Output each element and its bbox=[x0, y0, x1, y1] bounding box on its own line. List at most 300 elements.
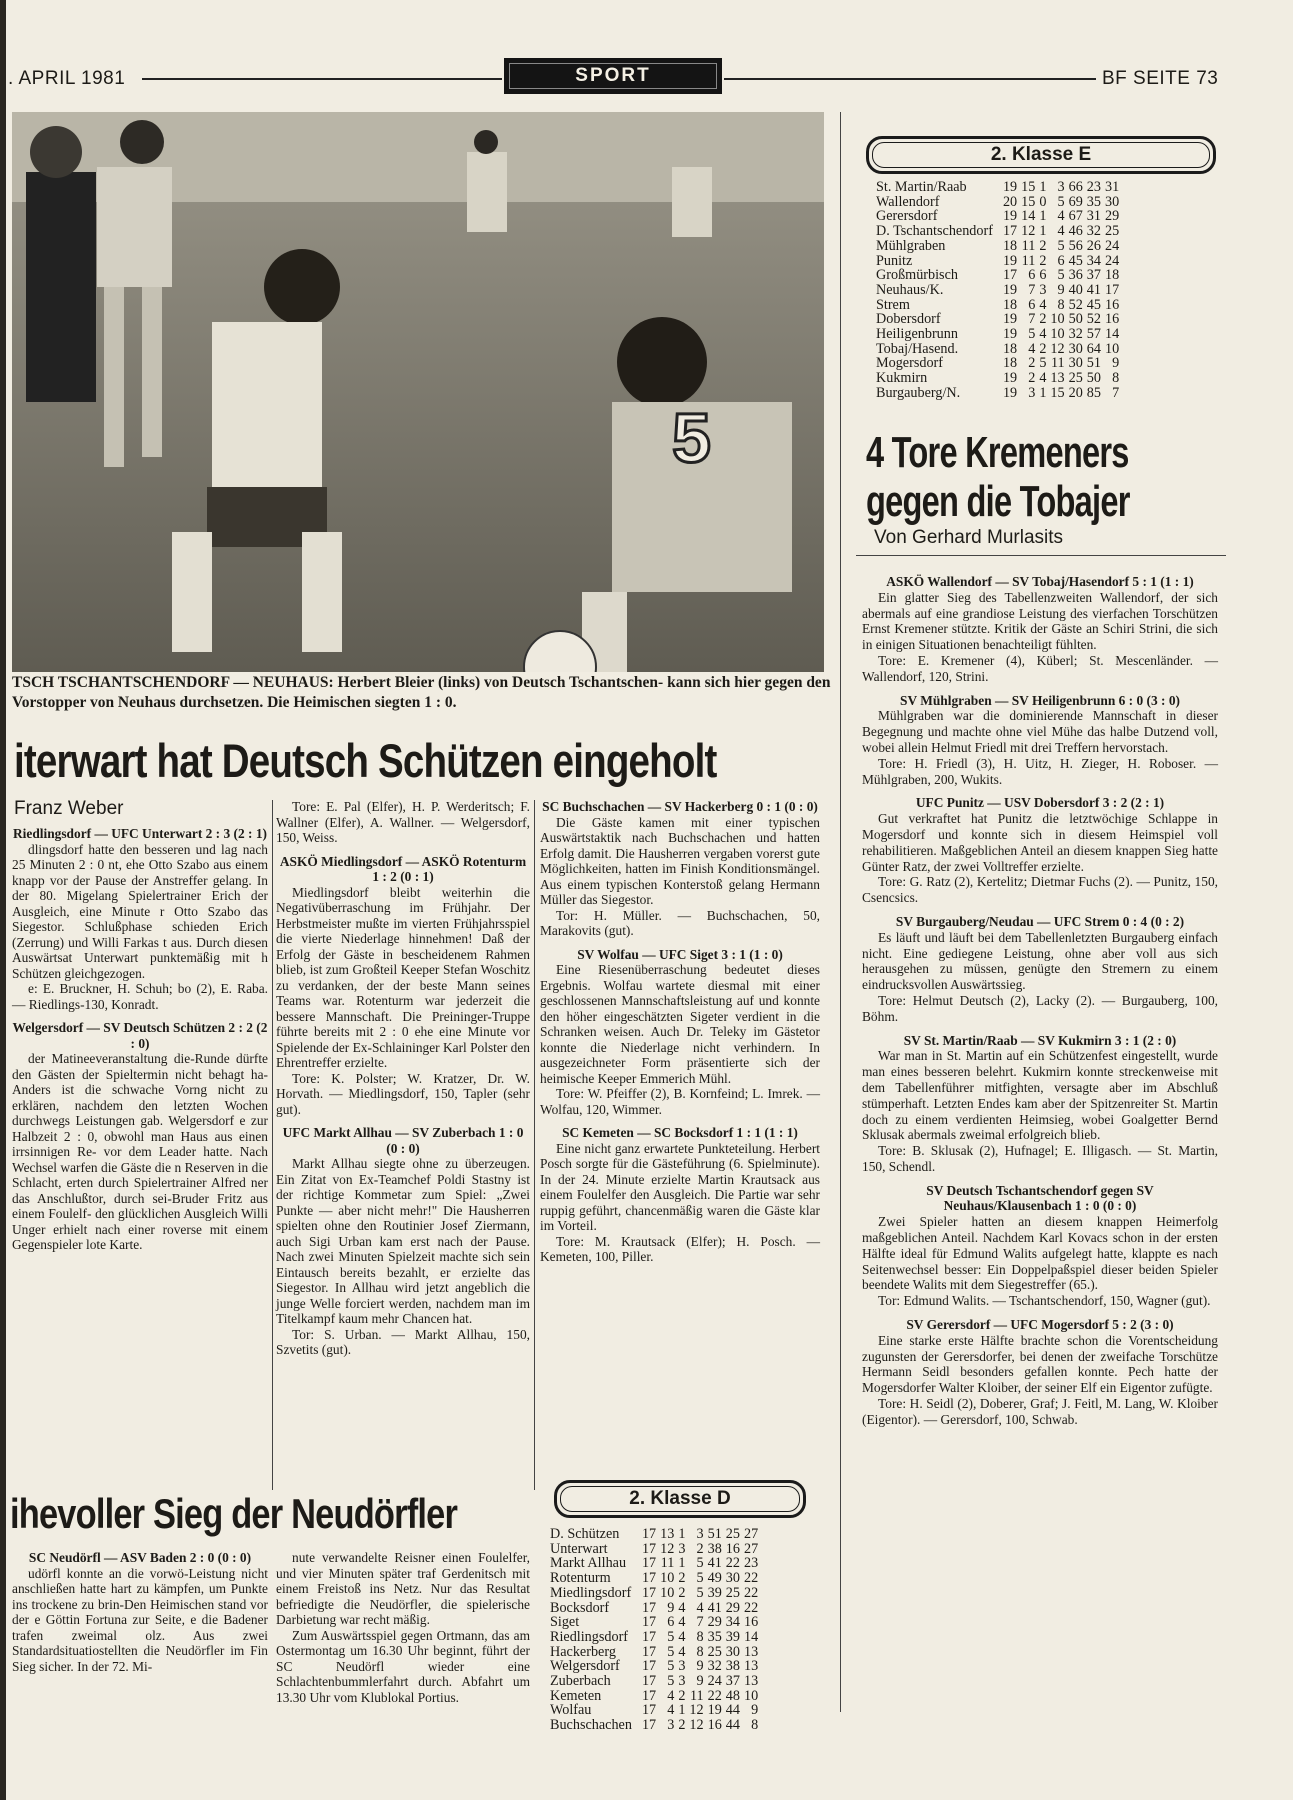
standings-value: 12 bbox=[1021, 223, 1036, 240]
standings-value: 1 bbox=[1039, 179, 1047, 195]
standings-value: 7 bbox=[696, 1614, 704, 1631]
standings-value: 12 bbox=[660, 1540, 675, 1557]
standings-row bbox=[876, 312, 1119, 327]
standings-value: 5 bbox=[667, 1658, 675, 1675]
standings-value: 19 bbox=[1002, 179, 1018, 195]
byline-rule bbox=[856, 555, 1226, 556]
section-label: SPORT bbox=[504, 58, 722, 94]
standings-value: 16 bbox=[1104, 311, 1120, 328]
standings-value: 4 bbox=[667, 1702, 675, 1719]
standings-value: 10 bbox=[1050, 311, 1065, 328]
standings-value: 2 bbox=[1039, 340, 1047, 357]
standings-row bbox=[876, 224, 1119, 239]
standings-value: 41 bbox=[1086, 281, 1101, 298]
standings-value: 3 bbox=[1057, 179, 1065, 195]
standings-value: 5 bbox=[1057, 237, 1065, 254]
standings-value: 1 bbox=[678, 1526, 686, 1542]
match-heading: ASKÖ Wallendorf — SV Tobaj/Hasendorf 5 : 1 (1 : 1) bbox=[886, 574, 1194, 589]
match-heading: SV Wolfau — UFC Siget 3 : 1 (1 : 0) bbox=[577, 946, 783, 962]
standings-row bbox=[876, 209, 1119, 224]
standings-value: 45 bbox=[1086, 296, 1101, 313]
team-name: Miedlingsdorf bbox=[550, 1584, 632, 1601]
standings-value: 34 bbox=[1086, 252, 1101, 269]
standings-value: 24 bbox=[1104, 252, 1120, 269]
standings-value: 18 bbox=[1104, 267, 1120, 284]
standings-value: 13 bbox=[743, 1643, 759, 1660]
issue-date: . APRIL 1981 bbox=[8, 68, 126, 89]
standings-value: 19 bbox=[1002, 370, 1018, 387]
team-name: D. Schützen bbox=[550, 1526, 620, 1542]
match-heading: SC Neudörfl — ASV Baden 2 : 0 (0 : 0) bbox=[28, 1550, 252, 1565]
article2-column1 bbox=[12, 1550, 268, 1674]
standings-value: 12 bbox=[689, 1702, 704, 1719]
standings-value: 2 bbox=[1028, 370, 1036, 387]
standings-value: 16 bbox=[743, 1614, 759, 1631]
standings-row bbox=[550, 1542, 758, 1557]
standings-value: 4 bbox=[678, 1628, 686, 1645]
standings-value: 17 bbox=[641, 1555, 657, 1572]
match-heading: Welgersdorf — SV Deutsch Schützen 2 : 2 (2 : 0) bbox=[12, 1020, 268, 1051]
match-heading: UFC Punitz — USV Dobersdorf 3 : 2 (2 : 1) bbox=[915, 795, 1165, 811]
soccer-photo-illustration bbox=[12, 112, 824, 672]
team-name: Hackerberg bbox=[550, 1643, 616, 1660]
standings-value: 19 bbox=[1002, 252, 1018, 269]
standings-value: 40 bbox=[1068, 281, 1083, 298]
standings-value: 57 bbox=[1086, 326, 1101, 343]
standings-value: 22 bbox=[743, 1570, 759, 1587]
standings-value: 26 bbox=[1086, 237, 1101, 254]
standings-value: 25 bbox=[1068, 370, 1083, 387]
standings-value: 18 bbox=[1002, 355, 1018, 372]
league-d-title: 2. Klasse D bbox=[554, 1480, 806, 1518]
team-name: Kemeten bbox=[550, 1687, 602, 1704]
match-heading: SV Burgauberg/Neudau — UFC Strem 0 : 4 (0 : 2) bbox=[895, 913, 1185, 929]
standings-value: 31 bbox=[1086, 208, 1101, 225]
standings-value: 37 bbox=[725, 1673, 740, 1690]
standings-value: 17 bbox=[641, 1717, 657, 1734]
standings-row bbox=[876, 268, 1119, 283]
standings-value: 22 bbox=[743, 1584, 759, 1601]
standings-row bbox=[876, 254, 1119, 269]
match-heading: SV Deutsch Tschantschendorf gegen SV Neuhaus/Klausenbach 1 : 0 (0 : 0) bbox=[926, 1182, 1154, 1214]
article1-column1 bbox=[12, 826, 268, 1253]
standings-value: 13 bbox=[743, 1673, 759, 1690]
standings-value: 50 bbox=[1086, 370, 1101, 387]
standings-value: 39 bbox=[725, 1628, 740, 1645]
standings-value: 4 bbox=[678, 1643, 686, 1660]
standings-value: 35 bbox=[707, 1628, 722, 1645]
team-name: Riedlingsdorf bbox=[550, 1628, 629, 1645]
standings-value: 31 bbox=[1104, 179, 1120, 195]
standings-value: 17 bbox=[641, 1526, 657, 1542]
standings-value: 10 bbox=[1104, 340, 1120, 357]
standings-value: 14 bbox=[743, 1628, 759, 1645]
standings-value: 30 bbox=[1068, 340, 1083, 357]
team-name: D. Tschantschendorf bbox=[876, 223, 993, 240]
standings-value: 17 bbox=[641, 1540, 657, 1557]
match-report: udörfl konnte an die vorwö-Leistung nicht anschließen hatte hart zu kämpfen, um Punkte ins trockene zu brin-Den Heimischen stand vor der e Göttin Fortuna zur Seite, e die Badener trafen zweimal olz. Aus zwei Standardsituatiostellten die Neudörfler im Fin Sieg sicher. In der 72. Mi- bbox=[12, 1565, 268, 1674]
match-report: Miedlingsdorf bleibt weiterhin die Negativüberraschung im Frühjahr. Der Herbstmeister mußte im vierten Frühjahrsspiel die vierte Niederlage hinnehmen! Daß der Erfolg der Gäste in bescheidenem Rahmen blieb, ist zum Großteil Keeper Stefan Woschitz zu verdanken, der der beste Mann seines Teams war. Rotenturm war jederzeit die bessere Mannschaft. Die Preininger-Truppe führte bereits mit 2 : 0 ehe eine Minute vor Spielende der Ex-Schlaininger Karl Polster den Ehrentreffer erzielte. bbox=[276, 884, 530, 1070]
standings-value: 52 bbox=[1086, 311, 1101, 328]
team-name: Rotenturm bbox=[550, 1570, 611, 1587]
standings-row bbox=[550, 1659, 758, 1674]
standings-value: 9 bbox=[751, 1702, 759, 1719]
article1-column2 bbox=[276, 799, 530, 1358]
standings-value: 13 bbox=[660, 1526, 675, 1542]
league-d-standings bbox=[550, 1527, 758, 1733]
standings-value: 2 bbox=[696, 1540, 704, 1557]
standings-value: 9 bbox=[1112, 355, 1120, 372]
standings-value: 39 bbox=[707, 1584, 722, 1601]
standings-row bbox=[876, 386, 1119, 401]
standings-value: 11 bbox=[689, 1687, 704, 1704]
standings-value: 14 bbox=[1021, 208, 1036, 225]
standings-value: 2 bbox=[678, 1717, 686, 1734]
standings-value: 2 bbox=[1039, 252, 1047, 269]
standings-value: 25 bbox=[707, 1643, 722, 1660]
standings-value: 67 bbox=[1068, 208, 1083, 225]
standings-value: 13 bbox=[743, 1658, 759, 1675]
standings-value: 5 bbox=[696, 1555, 704, 1572]
page-number: BF SEITE 73 bbox=[1102, 68, 1219, 89]
standings-value: 49 bbox=[707, 1570, 722, 1587]
team-name: Buchschachen bbox=[550, 1717, 632, 1734]
standings-value: 32 bbox=[1068, 326, 1083, 343]
standings-row bbox=[550, 1674, 758, 1689]
standings-value: 5 bbox=[1057, 193, 1065, 210]
standings-value: 22 bbox=[743, 1599, 759, 1616]
scan-edge bbox=[0, 0, 6, 1800]
team-name: St. Martin/Raab bbox=[876, 179, 967, 195]
standings-value: 17 bbox=[641, 1570, 657, 1587]
match-report: Es läuft und läuft bei dem Tabellenletzten Burgauberg einfach nicht. Eine gediegene Leistung, ohne aber voll aus sich herausgehen zu müssen, genügte den Stremern zu einem eindrucksvollen Auswärtssieg. bbox=[862, 929, 1218, 993]
match-heading: SC Kemeten — SC Bocksdorf 1 : 1 (1 : 1) bbox=[562, 1125, 798, 1140]
league-e-standings bbox=[876, 180, 1119, 401]
standings-value: 17 bbox=[641, 1687, 657, 1704]
standings-value: 5 bbox=[1057, 267, 1065, 284]
standings-value: 22 bbox=[725, 1555, 740, 1572]
standings-value: 9 bbox=[667, 1599, 675, 1616]
standings-value: 18 bbox=[1002, 340, 1018, 357]
standings-row bbox=[550, 1718, 758, 1733]
standings-value: 4 bbox=[1057, 208, 1065, 225]
standings-value: 25 bbox=[725, 1584, 740, 1601]
standings-value: 1 bbox=[678, 1555, 686, 1572]
standings-value: 44 bbox=[725, 1702, 740, 1719]
standings-value: 23 bbox=[743, 1555, 759, 1572]
standings-value: 19 bbox=[1002, 326, 1018, 343]
standings-value: 17 bbox=[641, 1614, 657, 1631]
standings-value: 4 bbox=[1039, 296, 1047, 313]
standings-row bbox=[550, 1586, 758, 1601]
standings-value: 32 bbox=[1086, 223, 1101, 240]
standings-row bbox=[550, 1703, 758, 1718]
team-name: Wallendorf bbox=[876, 193, 940, 210]
standings-value: 2 bbox=[678, 1687, 686, 1704]
headline-kremeners: 4 Tore Kremeners bbox=[866, 428, 1129, 477]
svg-text:5: 5 bbox=[672, 399, 711, 477]
standings-value: 11 bbox=[1050, 355, 1065, 372]
team-name: Strem bbox=[876, 296, 910, 313]
column-divider bbox=[534, 800, 535, 1490]
standings-value: 20 bbox=[1068, 384, 1083, 401]
header-rule-left bbox=[142, 78, 502, 80]
standings-value: 20 bbox=[1002, 193, 1018, 210]
standings-value: 23 bbox=[1086, 179, 1101, 195]
match-scorers: Tore: K. Polster; W. Kratzer, Dr. W. Horvath. — Miedlingsdorf, 150, Tapler (sehr gut). bbox=[276, 1070, 530, 1117]
standings-value: 15 bbox=[1050, 384, 1065, 401]
standings-value: 1 bbox=[1039, 223, 1047, 240]
standings-row bbox=[876, 180, 1119, 195]
standings-value: 4 bbox=[678, 1614, 686, 1631]
right-column-divider bbox=[840, 112, 841, 1712]
standings-value: 46 bbox=[1068, 223, 1083, 240]
match-photo bbox=[12, 112, 824, 672]
match-report: Eine Riesenüberraschung bedeutet dieses Ergebnis. Wolfau wartete diesmal mit einer geschlossenen Mannschaftsleistung auf und konnte den höher eingeschätzten Sigeter verdient in die Schranken weisen. Auch Dr. Teleky im Gästetor konnte die Niederlage nicht verhindern. In ausgezeichneter Form präsentierte sich der heimische Keeper Emmerich Mühl. bbox=[540, 962, 820, 1086]
standings-value: 15 bbox=[1021, 179, 1036, 195]
standings-value: 6 bbox=[1057, 252, 1065, 269]
standings-value: 0 bbox=[1039, 193, 1047, 210]
match-report: nute verwandelte Reisner einen Foulelfer, und vier Minuten später traf Gerdenitsch mit einem Freistoß ins Netz. Nur das Resultat befriedigte die Neudörfler, die spielerische Darbietung war recht mäßig. bbox=[276, 1550, 530, 1627]
standings-value: 3 bbox=[678, 1658, 686, 1675]
standings-value: 17 bbox=[641, 1673, 657, 1690]
standings-value: 17 bbox=[641, 1702, 657, 1719]
standings-value: 8 bbox=[751, 1717, 759, 1734]
standings-value: 37 bbox=[1086, 267, 1101, 284]
standings-value: 8 bbox=[1112, 370, 1120, 387]
standings-value: 3 bbox=[678, 1540, 686, 1557]
photo-caption: TSCH TSCHANTSCHENDORF — NEUHAUS: Herbert Bleier (links) von Deutsch Tschantschen- kann sich hier gegen den Vorstopper von Neuhaus durchsetzen. Die Heimischen siegten 1 : 0. bbox=[12, 674, 831, 711]
match-heading: ASKÖ Miedlingsdorf — ASKÖ Rotenturm 1 : 2 (0 : 1) bbox=[279, 853, 527, 884]
standings-row bbox=[550, 1601, 758, 1616]
team-name: Burgauberg/N. bbox=[876, 384, 961, 401]
standings-value: 10 bbox=[660, 1570, 675, 1587]
match-scorers: Tore: E. Kremener (4), Küberl; St. Mescenländer. — Wallendorf, 120, Strini. bbox=[862, 652, 1218, 684]
standings-value: 4 bbox=[1057, 223, 1065, 240]
match-scorers: Tore: H. Friedl (3), H. Uitz, H. Zieger, H. Roboser. — Mühlgraben, 200, Wukits. bbox=[862, 755, 1218, 787]
headline-neudoerfler: ihevoller Sieg der Neudörfler bbox=[10, 1490, 458, 1537]
headline-unterwart: iterwart hat Deutsch Schützen eingeholt bbox=[14, 734, 717, 787]
standings-value: 17 bbox=[641, 1584, 657, 1601]
standings-row bbox=[876, 356, 1119, 371]
match-heading: SC Buchschachen — SV Hackerberg 0 : 1 (0 : 0) bbox=[542, 799, 818, 814]
standings-value: 27 bbox=[743, 1526, 759, 1542]
standings-value: 30 bbox=[725, 1570, 740, 1587]
standings-value: 19 bbox=[1002, 208, 1018, 225]
standings-value: 38 bbox=[725, 1658, 740, 1675]
standings-value: 12 bbox=[1050, 340, 1065, 357]
standings-value: 9 bbox=[1057, 281, 1065, 298]
standings-value: 30 bbox=[1068, 355, 1083, 372]
standings-value: 48 bbox=[725, 1687, 740, 1704]
standings-value: 4 bbox=[1028, 340, 1036, 357]
team-name: Neuhaus/K. bbox=[876, 281, 944, 298]
standings-value: 4 bbox=[696, 1599, 704, 1616]
match-scorers: Tor: S. Urban. — Markt Allhau, 150, Szvetits (gut). bbox=[276, 1326, 530, 1357]
standings-value: 3 bbox=[1039, 281, 1047, 298]
standings-value: 8 bbox=[1057, 296, 1065, 313]
standings-value: 51 bbox=[707, 1526, 722, 1542]
team-name: Tobaj/Hasend. bbox=[876, 340, 959, 357]
team-name: Markt Allhau bbox=[550, 1555, 627, 1572]
match-report: Eine nicht ganz erwartete Punkteteilung. Herbert Posch sorgte für die Gästeführung (6. Spielminute). In der 24. Minute erzielte Martin Krautsack aus einem Foulelfer den Ausgleich. Die Partie war sehr ruppig geführt, chancenmäßig waren die Gäste klar im Vorteil. bbox=[540, 1140, 820, 1233]
byline-franz-weber: Franz Weber bbox=[14, 798, 124, 819]
standings-row bbox=[876, 239, 1119, 254]
team-name: Kukmirn bbox=[876, 370, 928, 387]
standings-value: 25 bbox=[1104, 223, 1120, 240]
match-report: Gut verkraftet hat Punitz die letztwöchige Schlappe in Mogersdorf und konnte sich in diesem Heimspiel voll rehabilitieren. Maßgeblichen Anteil an diesem knappen Sieg hatte Günter Ratz, der zwei Volltreffer erzielte. bbox=[862, 811, 1218, 874]
standings-value: 19 bbox=[1002, 281, 1018, 298]
standings-value: 17 bbox=[1002, 267, 1018, 284]
league-e-title: 2. Klasse E bbox=[866, 136, 1216, 174]
standings-value: 13 bbox=[1050, 370, 1065, 387]
team-name: Welgersdorf bbox=[550, 1658, 620, 1675]
standings-row bbox=[876, 195, 1119, 210]
standings-value: 24 bbox=[707, 1673, 722, 1690]
standings-value: 38 bbox=[707, 1540, 722, 1557]
standings-value: 29 bbox=[725, 1599, 740, 1616]
match-heading: SV St. Martin/Raab — SV Kukmirn 3 : 1 (2 : 0) bbox=[903, 1032, 1177, 1048]
standings-value: 4 bbox=[667, 1687, 675, 1704]
article1-column3 bbox=[540, 799, 820, 1265]
header-rule-right bbox=[724, 78, 1096, 80]
match-heading: SV Gerersdorf — UFC Mogersdorf 5 : 2 (3 : 0) bbox=[906, 1317, 1174, 1333]
standings-value: 10 bbox=[1050, 326, 1065, 343]
standings-value: 12 bbox=[689, 1717, 704, 1734]
standings-value: 5 bbox=[696, 1584, 704, 1601]
standings-value: 5 bbox=[696, 1570, 704, 1587]
team-name: Dobersdorf bbox=[876, 311, 941, 328]
match-scorers: e: E. Bruckner, H. Schuh; bo (2), E. Raba. — Riedlings-130, Konradt. bbox=[12, 981, 268, 1012]
standings-value: 8 bbox=[696, 1643, 704, 1660]
match-report: Markt Allhau siegte ohne zu überzeugen. Ein Zitat von Ex-Teamchef Poldi Stastny ist der richtige Kommetar zum Spiel: „Zwei Punkte — aber nicht mehr!" Die Hausherren spielten ohne den Routinier Josef Ziermann, auch Sigi Urban kam erst nach der Pause. Nach zwei Minuten Spielzeit machte sich sein Eintausch bereits bezahlt, er erzielte das Siegestor. In Allhau wird jetzt angeblich die junge Welle forciert werden, nachdem man im Titelkampf kaum mehr Chancen hat. bbox=[276, 1156, 530, 1326]
standings-value: 4 bbox=[678, 1599, 686, 1616]
standings-row bbox=[550, 1689, 758, 1704]
standings-value: 66 bbox=[1068, 179, 1083, 195]
standings-value: 7 bbox=[1028, 311, 1036, 328]
standings-value: 19 bbox=[1002, 311, 1018, 328]
standings-value: 19 bbox=[1002, 384, 1018, 401]
standings-value: 24 bbox=[1104, 237, 1120, 254]
match-scorers: Tore: B. Sklusak (2), Hufnagel; E. Illigasch. — St. Martin, 150, Schendl. bbox=[862, 1143, 1218, 1174]
match-report: Zwei Spieler hatten an diesem knappen Heimerfolg maßgeblichen Anteil. Nachdem Karl Kovacs schon in der ersten Hälfte ideal für Edmund Walits aufgelegt hatte, klappte es nach Seitenwechsel besser: Ein Doppelpaßspiel dieser beiden Spieler beendete Walits mit dem Siegestreffer (65.). bbox=[862, 1214, 1218, 1293]
standings-value: 17 bbox=[641, 1643, 657, 1660]
match-scorers: Tore: W. Pfeiffer (2), B. Kornfeind; L. Imrek. — Wolfau, 120, Wimmer. bbox=[540, 1086, 820, 1117]
match-scorers: Tore: E. Pal (Elfer), H. P. Werderitsch; F. Wallner (Elfer), A. Wallner. — Welgersdorf, 150, Weiss. bbox=[276, 799, 530, 845]
article3-body bbox=[862, 574, 1218, 1428]
match-scorers: Tor: Edmund Walits. — Tschantschendorf, 150, Wagner (gut). bbox=[878, 1293, 1211, 1309]
standings-value: 2 bbox=[678, 1570, 686, 1587]
standings-value: 17 bbox=[641, 1599, 657, 1616]
standings-value: 10 bbox=[660, 1584, 675, 1601]
standings-row bbox=[550, 1527, 758, 1542]
match-heading: Riedlingsdorf — UFC Unterwart 2 : 3 (2 : 1) bbox=[12, 826, 267, 841]
standings-value: 51 bbox=[1086, 355, 1101, 372]
standings-value: 9 bbox=[696, 1658, 704, 1675]
team-name: Gerersdorf bbox=[876, 208, 938, 225]
standings-value: 50 bbox=[1068, 311, 1083, 328]
team-name: Wolfau bbox=[550, 1702, 592, 1719]
standings-row bbox=[876, 342, 1119, 357]
match-scorers: Tore: Helmut Deutsch (2), Lacky (2). — Burgauberg, 100, Böhm. bbox=[862, 992, 1218, 1024]
headline-tobajer: gegen die Tobajer bbox=[866, 477, 1130, 526]
standings-value: 17 bbox=[641, 1658, 657, 1675]
team-name: Großmürbisch bbox=[876, 267, 958, 284]
standings-value: 3 bbox=[696, 1526, 704, 1542]
standings-value: 45 bbox=[1068, 252, 1083, 269]
standings-value: 30 bbox=[725, 1643, 740, 1660]
standings-row bbox=[876, 327, 1119, 342]
standings-value: 2 bbox=[1039, 237, 1047, 254]
standings-value: 7 bbox=[1028, 281, 1036, 298]
match-report: Zum Auswärtsspiel gegen Ortmann, das am Ostermontag um 16.30 Uhr beginnt, führt der SC Neudörfl wieder eine Schlachtenbummlerfahrt durch. Abfahrt um 13.30 Uhr vom Klublokal Portius. bbox=[276, 1627, 530, 1705]
standings-value: 6 bbox=[1039, 267, 1047, 284]
standings-value: 2 bbox=[678, 1584, 686, 1601]
standings-value: 29 bbox=[707, 1614, 722, 1631]
standings-value: 19 bbox=[707, 1702, 722, 1719]
article2-column2 bbox=[276, 1550, 530, 1705]
standings-value: 6 bbox=[1028, 296, 1036, 313]
standings-value: 5 bbox=[1039, 355, 1047, 372]
standings-value: 17 bbox=[641, 1628, 657, 1645]
standings-value: 44 bbox=[725, 1717, 740, 1734]
match-report: Mühlgraben war die dominierende Mannschaft in dieser Begegnung und machte ohne viel Mühe das halbe Dutzend voll, wobei allein Helmut Friedl mit drei Treffern hervorstach. bbox=[862, 708, 1218, 755]
standings-value: 1 bbox=[1039, 384, 1047, 401]
standings-value: 10 bbox=[743, 1687, 759, 1704]
standings-value: 64 bbox=[1086, 340, 1101, 357]
match-scorers: Tor: H. Müller. — Buchschachen, 50, Marakovits (gut). bbox=[540, 907, 820, 938]
standings-value: 35 bbox=[1086, 193, 1101, 210]
standings-value: 5 bbox=[1028, 326, 1036, 343]
match-report: Ein glatter Sieg des Tabellenzweiten Wallendorf, der sich abermals auf eine grandiose Leistung des vierfachen Torschützen Ernst Kremener stützte. Kritik der Gäste an Schiri Strini, die sich in einigen Situationen benachteiligt fühlten. bbox=[862, 589, 1218, 653]
standings-value: 32 bbox=[707, 1658, 722, 1675]
standings-value: 30 bbox=[1104, 193, 1120, 210]
standings-value: 5 bbox=[667, 1628, 675, 1645]
team-name: Mühlgraben bbox=[876, 237, 946, 254]
standings-value: 2 bbox=[1039, 311, 1047, 328]
match-report: Eine starke erste Hälfte brachte schon die Vorentscheidung zugunsten der Gerersdorfer, bei denen der zweifache Torschütze Hermann Seidl besonders gefallen konnte. Pech hatte der Mogersdorfer Walter Kloiber, der seiner Elf ein Eigentor zufügte. bbox=[862, 1332, 1218, 1396]
standings-value: 6 bbox=[1028, 267, 1036, 284]
standings-value: 69 bbox=[1068, 193, 1083, 210]
match-report: War man in St. Martin auf ein Schützenfest eingestellt, wurde man eines besseren belehrt. Kukmirn konnte streckenweise mit dem Tabellenführer mitfighten, versagte aber im Abschluß stümperhaft. Letzten Endes kam aber der Spitzenreiter St. Martin doch zu einem verdienten Heimsieg, wobei Goalgetter Bernd Sklusak abermals zweimal erfolgreich blieb. bbox=[862, 1048, 1218, 1143]
standings-row bbox=[550, 1571, 758, 1586]
match-heading: SV Mühlgraben — SV Heiligenbrunn 6 : 0 (3 : 0) bbox=[900, 692, 1180, 708]
standings-value: 36 bbox=[1068, 267, 1083, 284]
standings-row bbox=[876, 371, 1119, 386]
standings-value: 29 bbox=[1104, 208, 1120, 225]
byline-murlasits: Von Gerhard Murlasits bbox=[874, 527, 1064, 548]
standings-value: 16 bbox=[725, 1540, 740, 1557]
standings-value: 56 bbox=[1068, 237, 1083, 254]
standings-value: 11 bbox=[660, 1555, 675, 1572]
standings-value: 25 bbox=[725, 1526, 740, 1542]
standings-value: 34 bbox=[725, 1614, 740, 1631]
standings-value: 4 bbox=[1039, 370, 1047, 387]
standings-row bbox=[550, 1615, 758, 1630]
column-divider bbox=[272, 800, 273, 1490]
standings-row bbox=[550, 1556, 758, 1571]
match-scorers: Tore: M. Krautsack (Elfer); H. Posch. — Kemeten, 100, Piller. bbox=[540, 1233, 820, 1264]
match-heading: UFC Markt Allhau — SV Zuberbach 1 : 0 (0 : 0) bbox=[282, 1125, 524, 1156]
standings-row bbox=[550, 1645, 758, 1660]
team-name: Bocksdorf bbox=[550, 1599, 610, 1616]
standings-row bbox=[550, 1630, 758, 1645]
standings-value: 3 bbox=[667, 1717, 675, 1734]
standings-value: 1 bbox=[1039, 208, 1047, 225]
standings-row bbox=[876, 298, 1119, 313]
standings-value: 17 bbox=[1104, 281, 1120, 298]
team-name: Zuberbach bbox=[550, 1673, 611, 1690]
